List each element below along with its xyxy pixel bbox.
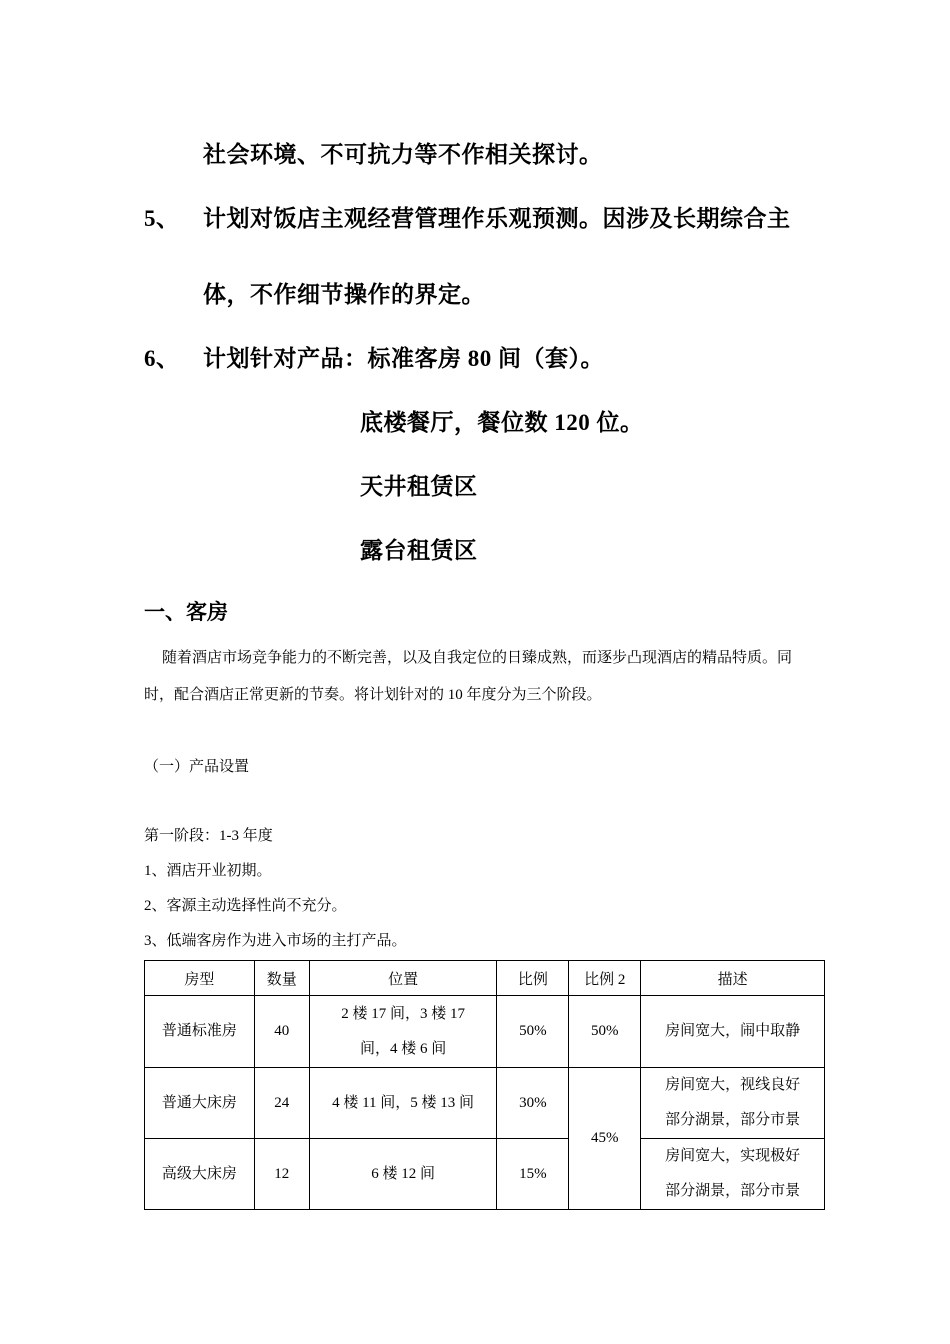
stage-point-1: 1、酒店开业初期。 [144, 863, 272, 879]
cell-description [641, 1068, 825, 1139]
stage-point-2: 2、客源主动选择性尚不充分。 [144, 898, 347, 914]
cell-room-type: 高级大床房 [145, 1139, 255, 1210]
cell-description: 房间宽大，闹中取静 [641, 996, 825, 1068]
header-room-type: 房型 [145, 961, 255, 996]
stage-title: 第一阶段：1-3 年度 [144, 828, 273, 844]
item-6-terrace: 露台租赁区 [360, 538, 478, 563]
cell-count: 12 [254, 1139, 309, 1210]
item-5-continuation: 体，不作细节操作的界定。 [203, 282, 485, 307]
cell-room-type: 普通标准房 [145, 996, 255, 1068]
header-ratio: 比例 [497, 961, 569, 996]
item-6-restaurant: 底楼餐厅，餐位数 120 位。 [360, 410, 644, 435]
cell-description-line: 房间宽大，实现极好 [665, 1148, 801, 1164]
cell-description [641, 1139, 825, 1210]
table-row [145, 996, 825, 1068]
item-6-courtyard: 天井租赁区 [360, 474, 478, 499]
header-count: 数量 [254, 961, 309, 996]
cell-description-line: 房间宽大，视线良好 [665, 1077, 801, 1093]
header-location: 位置 [309, 961, 497, 996]
cell-room-type: 普通大床房 [145, 1068, 255, 1139]
table-header-row [145, 961, 825, 996]
stage-point-3: 3、低端客房作为进入市场的主打产品。 [144, 933, 407, 949]
cell-ratio-2-merged: 45% [569, 1068, 641, 1210]
cell-ratio: 30% [497, 1068, 569, 1139]
item-6-text: 计划针对产品：标准客房 80 间（套）。 [203, 346, 604, 371]
cell-location: 6 楼 12 间 [309, 1139, 497, 1210]
header-description: 描述 [641, 961, 825, 996]
table-row [145, 1139, 825, 1210]
cell-location: 4 楼 11 间，5 楼 13 间 [309, 1068, 497, 1139]
item-5-number: 5、 [144, 206, 180, 231]
item-6-number: 6、 [144, 346, 180, 371]
cell-ratio-2: 50% [569, 996, 641, 1068]
cell-ratio: 50% [497, 996, 569, 1068]
subsection-title: （一）产品设置 [144, 759, 250, 775]
item-5-text: 计划对饭店主观经营管理作乐观预测。因涉及长期综合主 [203, 206, 791, 231]
cell-count: 24 [254, 1068, 309, 1139]
intro-paragraph: 随着酒店市场竞争能力的不断完善，以及自我定位的日臻成熟，而逐步凸现酒店的精品特质。同时，配合酒店正常更新的节奏。将计划针对的 10 年度分为三个阶段。 [144, 650, 793, 703]
cell-location-line: 间，4 楼 6 间 [359, 1040, 447, 1057]
cell-description-line: 部分湖景，部分市景 [665, 1112, 801, 1128]
header-ratio-2: 比例 2 [569, 961, 641, 996]
cell-description-line: 部分湖景，部分市景 [665, 1183, 801, 1199]
cell-location [309, 996, 497, 1068]
cell-location-line: 2 楼 17 间，3 楼 17 [341, 1005, 465, 1022]
table-row [145, 1068, 825, 1139]
room-table [144, 960, 825, 1210]
continuation-line: 社会环境、不可抗力等不作相关探讨。 [203, 142, 603, 167]
cell-count: 40 [254, 996, 309, 1068]
section-title: 一、客房 [144, 600, 228, 624]
cell-ratio: 15% [497, 1139, 569, 1210]
